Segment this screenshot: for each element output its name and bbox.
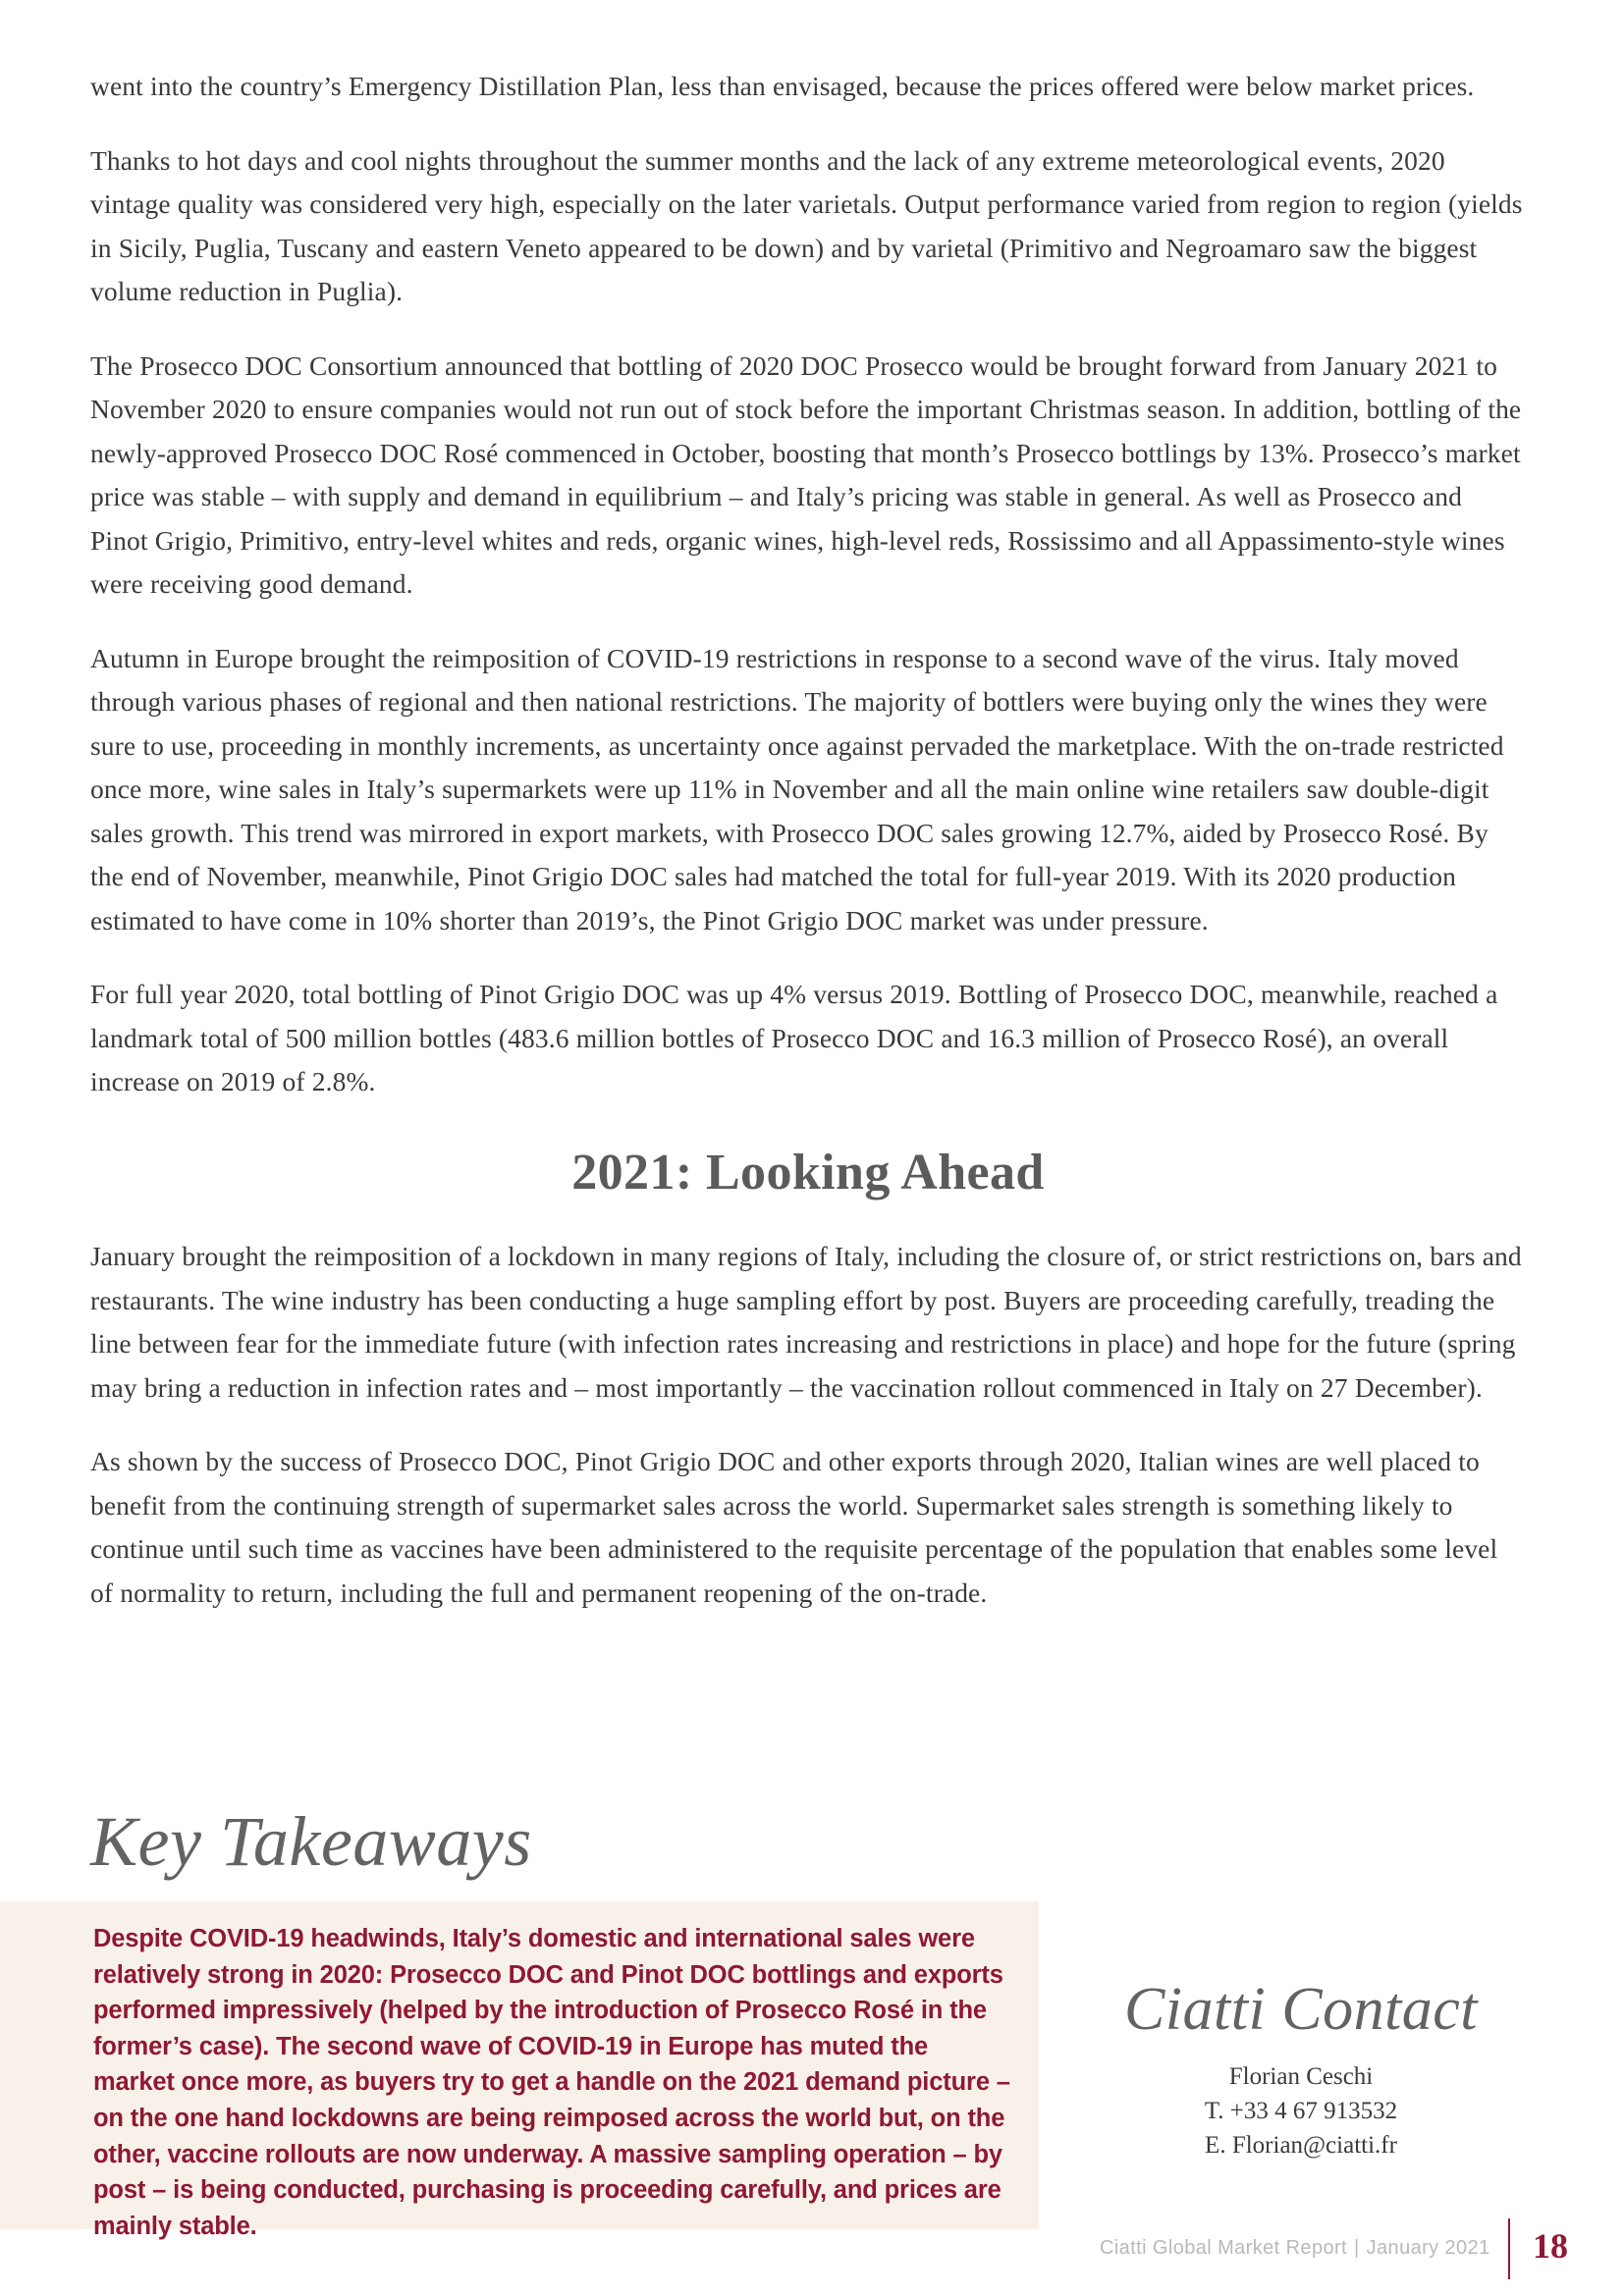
section-heading: 2021: Looking Ahead — [571, 1144, 1045, 1201]
paragraph: Autumn in Europe brought the reimposition of COVID-19 restrictions in response to a second wave of the virus. Italy moved through various phases of regional and then national restrictions. The majority of bottlers were buying only the wines they were sure to use, proceeding in monthly increments, as uncertainty once against pervaded the marketplace. With the on-trade restricted once more, wine sales in Italy’s supermarkets were up 11% in November and all the main online wine retailers saw double-digit sales growth. This trend was mirrored in export markets, with Prosecco DOC sales growing 12.7%, aided by Prosecco Rosé. By the end of November, meanwhile, Pinot Grigio DOC sales had matched the total for full-year 2019. With its 2020 production estimated to have come in 10% shorter than 2019’s, the Pinot Grigio DOC market was under pressure. — [90, 642, 1504, 935]
article-body — [90, 65, 1526, 1645]
paragraph: As shown by the success of Prosecco DOC, Pinot Grigio DOC and other exports through 2020, Italian wines are well placed to benefit from the continuing strength of supermarket sales across the world. Supermarket sales strength is something likely to continue until such time as vaccines have been administered to the requisite percentage of the population that enables some level of normality to return, including the full and permanent reopening of the on-trade. — [90, 1446, 1498, 1608]
footer-report-name: Ciatti Global Market Report — [1100, 2237, 1348, 2259]
paragraph: Thanks to hot days and cool nights throughout the summer months and the lack of any extreme meteorological events, 2020 vintage quality was considered very high, especially on the later varietals. Output performance varied from region to region (yields in Sicily, Puglia, Tuscany and eastern Veneto appeared to be down) and by varietal (Primitivo and Negroamaro saw the biggest volume reduction in Puglia). — [90, 144, 1523, 306]
footer-issue-date: January 2021 — [1366, 2237, 1490, 2259]
ciatti-contact-details — [1070, 2059, 1532, 2163]
key-takeaways-text: Despite COVID-19 headwinds, Italy’s domestic and international sales were relatively strong in 2020: Prosecco DOC and Pinot DOC bottlings and exports performed impressively (helped by the introduction of Prosecco Rosé in the former’s case). The second wave of COVID-19 in Europe has muted the market once more, as buyers try to get a handle on the 2021 demand picture – on the one hand lockdowns are being reimposed across the world but, on the other, vaccine rollouts are now underway. A massive sampling operation – by post – is being conducted, purchasing is proceeding carefully, and prices are mainly stable. — [93, 1925, 1010, 2240]
contact-phone[interactable]: T. +33 4 67 913532 — [1204, 2098, 1398, 2125]
paragraph: For full year 2020, total bottling of Pinot Grigio DOC was up 4% versus 2019. Bottling of Prosecco DOC, meanwhile, reached a landmark total of 500 million bottles (483.6 million bottles of Prosecco DOC and 16.3 million of Prosecco Rosé), an overall increase on 2019 of 2.8%. — [90, 979, 1498, 1096]
ciatti-contact-block — [1070, 1978, 1532, 2163]
paragraph: January brought the reimposition of a lockdown in many regions of Italy, including the closure of, or strict restrictions on, bars and restaurants. The wine industry has been conducting a huge sampling effort by post. Buyers are proceeding carefully, treading the line between fear for the immediate future (with infection rates increasing and restrictions in place) and hope for the future (spring may bring a reduction in infection rates and – most importantly – the vaccination rollout commenced in Italy on 27 December). — [90, 1241, 1522, 1403]
paragraph: The Prosecco DOC Consortium announced that bottling of 2020 DOC Prosecco would be brought forward from January 2021 to November 2020 to ensure companies would not run out of stock before the important Christmas season. In addition, bottling of the newly-approved Prosecco DOC Rosé commenced in October, boosting that month’s Prosecco bottlings by 13%. Prosecco’s market price was stable – with supply and demand in equilibrium – and Italy’s pricing was stable in general. As well as Prosecco and Pinot Grigio, Primitivo, entry-level whites and reds, organic wines, high-level reds, Rossissimo and all Appassimento-style wines were receiving good demand. — [90, 349, 1522, 599]
contact-name: Florian Ceschi — [1228, 2063, 1374, 2091]
ciatti-contact-heading: Ciatti Contact — [1123, 1976, 1479, 2043]
paragraph: went into the country’s Emergency Distillation Plan, less than envisaged, because the prices offered were below market prices. — [90, 71, 1475, 101]
key-takeaways-heading: Key Takeaways — [90, 1802, 532, 1881]
footer-separator: | — [1354, 2237, 1360, 2259]
footer-divider-rule — [1508, 2218, 1510, 2279]
contact-email[interactable]: E. Florian@ciatti.fr — [1205, 2132, 1397, 2160]
page-number: 18 — [1533, 2226, 1568, 2266]
page-footer — [1100, 2236, 1490, 2260]
key-takeaways-box — [0, 1901, 1039, 2240]
